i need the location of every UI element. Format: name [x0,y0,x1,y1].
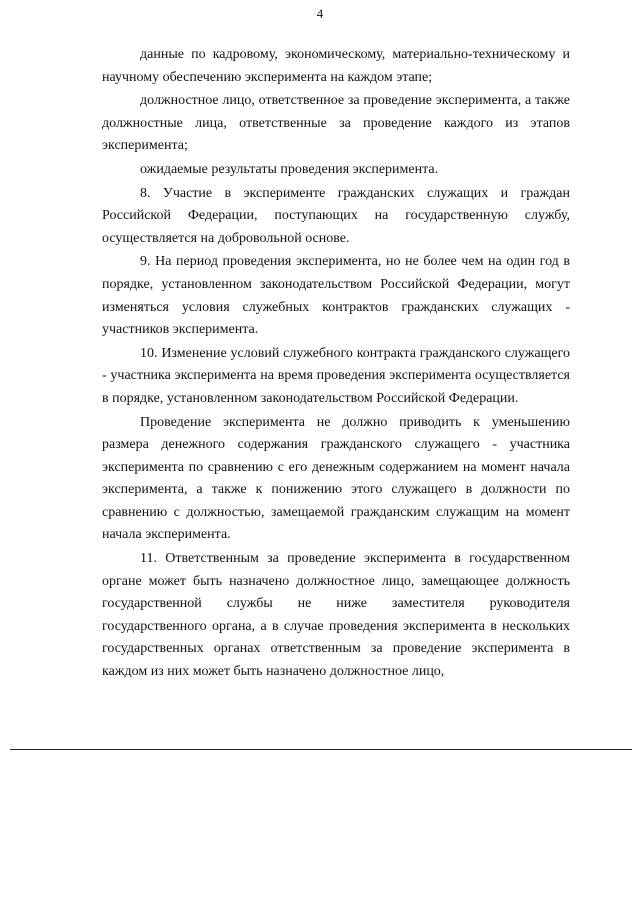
paragraph-responsible-officials: должностное лицо, ответственное за проведение эксперимента, а также должностные лица, ответственные за проведение каждого из этапов эксперимента; [102,93,570,154]
paragraph-staffing-support: данные по кадровому, экономическому, материально-техническому и научному обеспечению эксперимента на каждом этапе; [102,47,570,85]
paragraph-clause-8: 8. Участие в эксперименте гражданских служащих и граждан Российской Федерации, поступающих на государственную службу, осуществляется на добровольной основе. [102,185,570,246]
paragraph-clause-9: 9. На период проведения эксперимента, но не более чем на один год в порядке, установленном законодательством Российской Федерации, могут изменяться условия служебных контрактов гражданских служащих - участников эксперимента. [102,254,570,338]
paragraph-expected-results: ожидаемые результаты проведения эксперимента. [140,161,439,177]
paragraph-clause-11: 11. Ответственным за проведение эксперимента в государственном органе может быть назначено должностное лицо, замещающее должность государственной службы не ниже заместителя руководителя государственного органа, а в случае проведения эксперимента в нескольких государственных органах ответственным за проведение эксперимента в каждом из них может быть назначено должностное лицо, [102,551,570,680]
page-number: 4 [316,6,324,21]
paragraph-salary-protection: Проведение эксперимента не должно приводить к уменьшению размера денежного содержания гражданского служащего - участника эксперимента по сравнению с его денежным содержанием на момент начала эксперимента, а также к понижению этого служащего в должности по сравнению с должностью, замещаемой гражданским служащим на момент начала эксперимента. [102,414,570,543]
page-bottom-divider [10,749,632,750]
paragraph-clause-10: 10. Изменение условий служебного контракта гражданского служащего - участника эксперимента на время проведения эксперимента осуществляется в порядке, установленном законодательством Российской Федерации. [102,345,570,406]
body-text [102,44,570,684]
